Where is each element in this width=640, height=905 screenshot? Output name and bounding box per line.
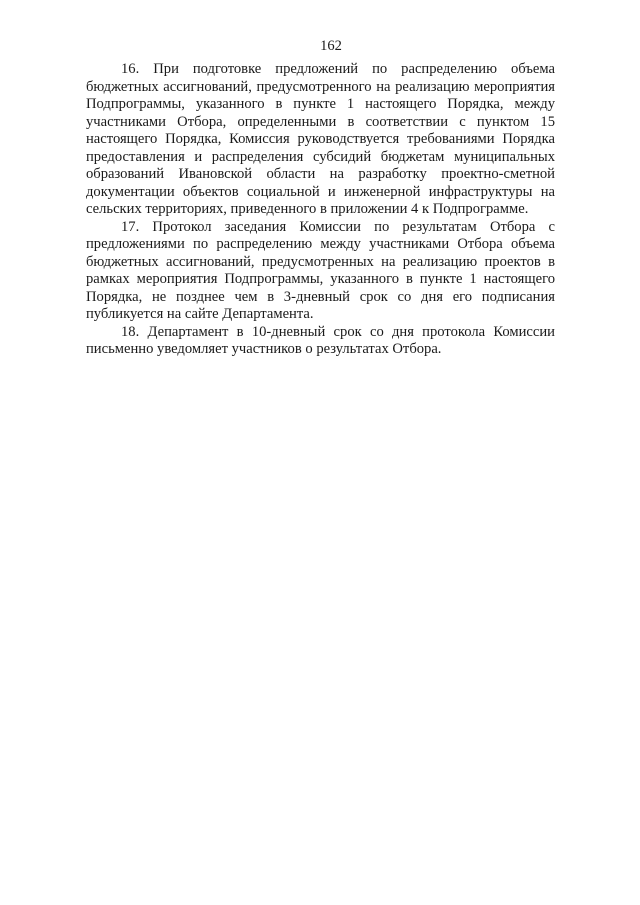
text-line: образований Ивановской области на разработку проектно-сметной: [86, 166, 555, 182]
text-line: 18. Департамент в 10-дневный срок со дня протокола Комиссии: [121, 323, 555, 340]
text-line: публикуется на сайте Департамента.: [86, 306, 314, 322]
text-line: сельских территориях, приведенного в приложении 4 к Подпрограмме.: [86, 201, 529, 217]
text-line: предложениями по распределению между участниками Отбора объема: [86, 236, 555, 252]
text-line: настоящего Порядка, Комиссия руководствуется требованиями Порядка: [86, 131, 555, 147]
text-line: бюджетных ассигнований, предусмотренного на реализацию мероприятия: [86, 78, 555, 95]
page-number: 162: [320, 38, 342, 54]
text-line: 16. При подготовке предложений по распределению объема: [121, 61, 555, 77]
paragraph-17: [86, 219, 555, 324]
text-line: бюджетных ассигнований, предусмотренных на реализацию проектов в: [86, 253, 555, 270]
text-line: участниками Отбора, определенными в соответствии с пунктом 15: [86, 113, 555, 130]
text-line: предоставления и распределения субсидий бюджетам муниципальных: [86, 148, 555, 165]
text-line: Подпрограммы, указанного в пункте 1 настоящего Порядка, между: [86, 96, 555, 112]
text-line: рамках мероприятия Подпрограммы, указанного в пункте 1 настоящего: [86, 271, 555, 287]
paragraph-18: [86, 324, 555, 359]
text-line: письменно уведомляет участников о результатах Отбора.: [86, 341, 442, 357]
paragraph-16: [86, 61, 555, 219]
document-body: [86, 61, 555, 359]
text-line: Порядка, не позднее чем в 3-дневный срок со дня его подписания: [86, 288, 555, 305]
text-line: 17. Протокол заседания Комиссии по результатам Отбора с: [121, 218, 555, 235]
text-line: документации объектов социальной и инженерной инфраструктуры на: [86, 183, 555, 200]
